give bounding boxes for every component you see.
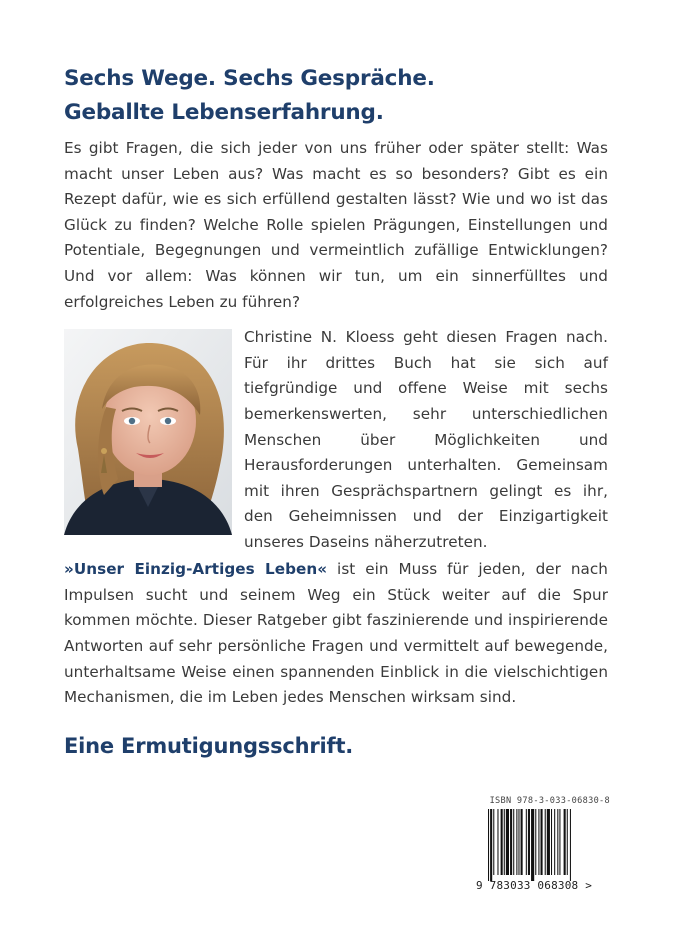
barcode-bar xyxy=(497,809,498,875)
book-title: »Unser Einzig-Artiges Leben« xyxy=(64,560,328,579)
intro-paragraph: Es gibt Fragen, die sich jeder von uns früher oder später stellt: Was macht unser Leben aus? Was macht es so besonders? Gibt es ein Rezept dafür, wie es sich erfüllend gestalten lässt? Wie und wo ist das Glück zu finden? Welche Rolle spielen Prägungen, Einstellungen und Potentiale, Begegnungen und vermeintlich zufällige Entwicklungen? Und vor allem: Was können wir tun, um ein sinnerfülltes und erfolgreiches Leben zu führen? xyxy=(64,139,608,311)
barcode-bar xyxy=(506,809,509,875)
book-description: ist ein Muss für jeden, der nach Impulsen sucht und seinem Weg ein Stück weiter auf die Spur kommen möchte. Dieser Ratgeber gibt faszinierende und inspirierende Antworten auf sehr persönliche Fragen und vermittelt auf bewegende, unterhaltsame Weise einen spannenden Einblick in die vielschichtigen Mechanismen, die im Leben jedes Menschen wirksam sind. xyxy=(64,560,608,707)
barcode-bar xyxy=(521,809,523,875)
barcode-bar xyxy=(490,809,492,881)
author-section xyxy=(64,325,608,551)
author-paragraph: Christine N. Kloess geht diesen Fragen nach. Für ihr drittes Buch hat sie sich auf tiefgründige und offene Weise mit sechs bemerkenswerten, sehr unterschiedlichen Menschen über Möglichkeiten und Herausforderungen unterhalten. Gemeinsam mit ihren Gesprächspartnern gelingt es ihr, den Geheimnissen und der Einzigartigkeit unseres Daseins näherzutreten. xyxy=(244,328,608,551)
barcode-bar xyxy=(541,809,543,875)
barcode-bar xyxy=(538,809,539,875)
barcode-digits-group-1: 783033 xyxy=(489,879,531,892)
barcode-bar xyxy=(551,809,552,875)
headline-line-2: Geballte Lebenserfahrung. xyxy=(64,100,384,125)
portrait-illustration xyxy=(64,329,232,535)
barcode-bar xyxy=(554,809,555,875)
barcode-bar xyxy=(501,809,503,875)
barcode-digits xyxy=(476,879,592,892)
barcode-bar xyxy=(493,809,494,875)
barcode-bar xyxy=(531,809,534,881)
barcode-bar xyxy=(526,809,527,875)
barcode xyxy=(476,796,612,900)
barcode-bar xyxy=(557,809,558,875)
book-paragraph xyxy=(64,557,608,711)
barcode-digit-first: 9 xyxy=(476,879,483,892)
barcode-bar xyxy=(545,809,546,875)
barcode-bar xyxy=(528,809,530,875)
author-portrait-photo xyxy=(64,329,232,535)
back-cover xyxy=(64,62,608,761)
barcode-digits-group-2: 068308 xyxy=(537,879,579,892)
barcode-bar xyxy=(510,809,512,875)
barcode-bar xyxy=(504,809,505,875)
barcode-bar xyxy=(547,809,550,875)
barcode-bars xyxy=(488,809,600,881)
barcode-arrow: > xyxy=(585,879,593,892)
barcode-bar xyxy=(488,809,489,881)
barcode-bar xyxy=(535,809,536,875)
closing-line: Eine Ermutigungsschrift. xyxy=(64,733,354,758)
barcode-bar xyxy=(513,809,514,875)
headline-line-1: Sechs Wege. Sechs Gespräche. xyxy=(64,66,435,91)
barcode-bar xyxy=(516,809,517,875)
barcode-bar xyxy=(567,809,568,875)
headline xyxy=(64,62,608,130)
barcode-bar xyxy=(559,809,560,875)
barcode-bar xyxy=(564,809,566,875)
barcode-bar xyxy=(518,809,519,875)
barcode-bar xyxy=(570,809,571,881)
isbn-label: ISBN 978-3-033-06830-8 xyxy=(489,796,610,806)
